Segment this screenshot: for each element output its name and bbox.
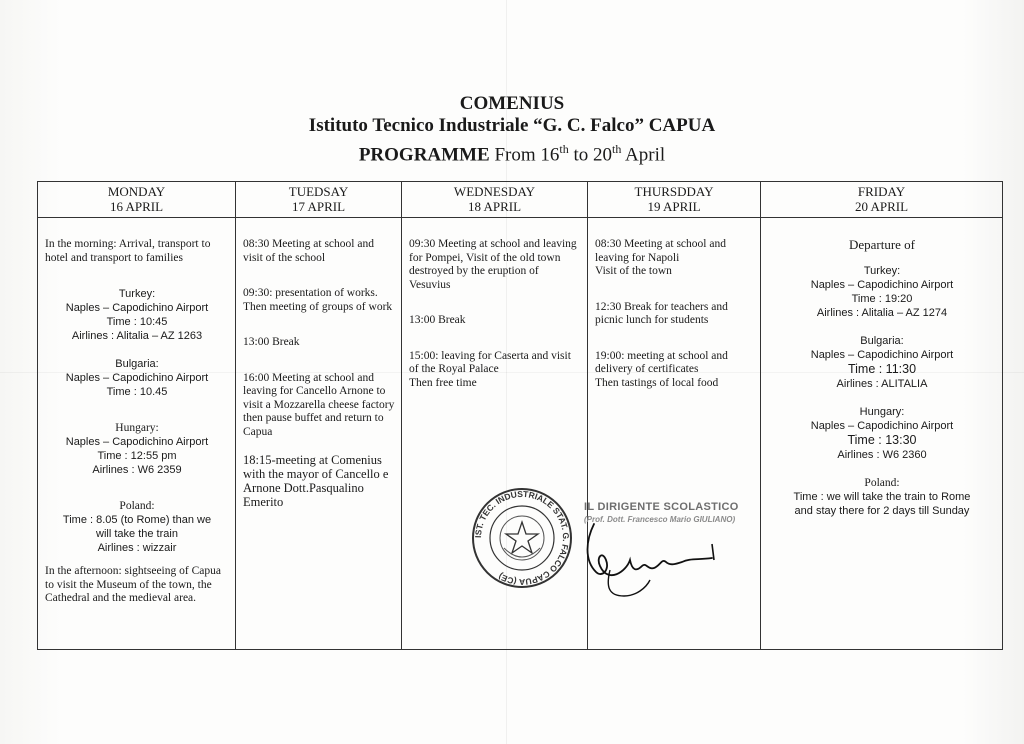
from-suffix: th <box>559 142 569 156</box>
signature-name: (Prof. Dott. Francesco Mario GIULIANO) <box>584 515 736 524</box>
thursday-event-2: Visit of the town <box>595 265 672 277</box>
wednesday-event-4: Then free time <box>409 376 477 389</box>
tuesday-event-1: 08:30 Meeting at school and visit of the school <box>243 238 374 264</box>
programme-label: PROGRAMME <box>358 144 490 166</box>
monday-poland: Poland: Time : 8.05 (to Rome) than we will take the train Airlines : wizzair <box>62 500 212 554</box>
document-title: COMENIUS <box>459 93 565 114</box>
thursday-event-4: 19:00: meeting at school and delivery of certificates <box>595 349 728 375</box>
tuesday-event-2: 09:30: presentation of works. Then meeting of groups of work <box>243 287 393 313</box>
wednesday-event-1: 09:30 Meeting at school and leaving for Pompei, Visit of the old town destroyed by the eruption of Vesuvius <box>409 238 577 291</box>
tuesday-event-5: 18:15-meeting at Comenius with the mayor of Cancello e Arnone Dott.Pasqualino Emerito <box>243 453 389 509</box>
tuesday-event-3: 13:00 Break <box>243 336 300 348</box>
school-stamp <box>470 486 574 590</box>
thursday-event-5: Then tastings of local food <box>595 376 719 389</box>
signature-block <box>566 500 766 610</box>
handwritten-signature <box>566 500 766 610</box>
monday-morning: In the morning: Arrival, transport to hotel and transport to families <box>45 238 211 264</box>
stamp-text: IST. TEC. INDUSTRIALE STAT. G. FALCO CAPUA (CE) <box>472 488 572 588</box>
school-name: Istituto Tecnico Industriale “G. C. Falco” CAPUA <box>308 115 716 136</box>
friday-hungary: Hungary: Naples – Capodichino Airport Time : 13:30 Airlines : W6 2360 <box>810 405 954 461</box>
tuesday-event-4: 16:00 Meeting at school and leaving for Cancello Arnone to visit a Mozzarella cheese factory then pause buffet and return to Capua <box>243 371 395 438</box>
programme-from: From 16 <box>494 144 560 166</box>
signature-title: IL DIRIGENTE SCOLASTICO <box>584 501 739 513</box>
day-header-friday: FRIDAY 20 APRIL <box>761 182 1003 218</box>
monday-turkey: Turkey: Naples – Capodichino Airport Time : 10:45 Airlines : Alitalia – AZ 1263 <box>65 288 209 342</box>
programme-dates <box>0 137 1024 167</box>
wednesday-event-3: 15:00: leaving for Caserta and visit of the Royal Palace <box>409 349 571 375</box>
day-header-tuesday: TUEDSAY 17 APRIL <box>236 182 402 218</box>
wednesday-event-2: 13:00 Break <box>409 314 466 326</box>
monday-afternoon: In the afternoon: sightseeing of Capua to visit the Museum of the town, the Cathedral and the medieval area. <box>45 565 221 604</box>
thursday-event-1: 08:30 Meeting at school and leaving for Napoli <box>595 238 726 264</box>
friday-cell <box>761 218 1003 650</box>
monday-hungary: Hungary: Naples – Capodichino Airport Time : 12:55 pm Airlines : W6 2359 <box>65 422 209 476</box>
day-header-wednesday: WEDNESDAY 18 APRIL <box>402 182 588 218</box>
thursday-event-3: 12:30 Break for teachers and picnic lunch for students <box>595 300 728 326</box>
document-header <box>0 93 1024 167</box>
friday-poland: Poland: Time : we will take the train to Rome and stay there for 2 days till Sunday <box>793 476 971 517</box>
monday-cell <box>38 218 236 650</box>
programme-month: April <box>621 144 666 166</box>
day-header-thursday: THURSDDAY 19 APRIL <box>588 182 761 218</box>
friday-turkey: Turkey: Naples – Capodichino Airport Time : 19:20 Airlines : Alitalia – AZ 1274 <box>810 264 954 319</box>
monday-bulgaria: Bulgaria: Naples – Capodichino Airport Time : 10.45 <box>65 358 209 398</box>
day-header-monday: MONDAY 16 APRIL <box>38 182 236 218</box>
friday-departure: Departure of <box>848 237 916 252</box>
tuesday-cell <box>236 218 402 650</box>
to-suffix: th <box>612 142 622 156</box>
programme-to: to 20 <box>568 144 613 166</box>
table-header-row <box>38 182 1003 218</box>
friday-bulgaria: Bulgaria: Naples – Capodichino Airport Time : 11:30 Airlines : ALITALIA <box>810 334 954 390</box>
